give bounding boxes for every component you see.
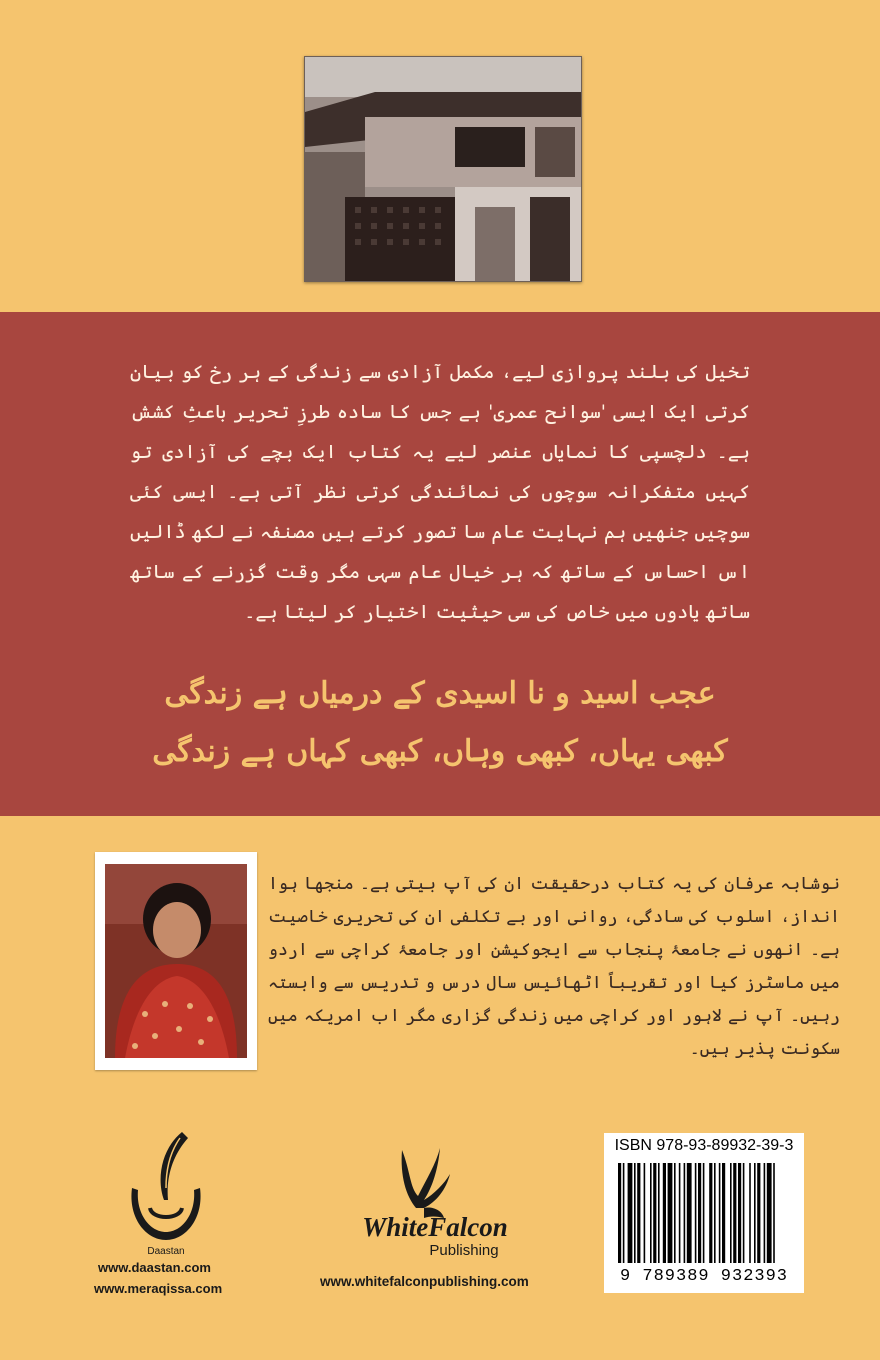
barcode-bar (698, 1163, 701, 1263)
book-blurb: تخیل کی بلند پروازی لیے، مکمل آزادی سے زندگی کے ہر رخ کو بیان کرتی ایک ایسی 'سوانح عمری' ہے جس کا سادہ طرزِ تحریر باعثِ کشش ہے۔ دلچسپی کا نمایاں عنصر لیے یہ کتاب ایک بچے کی آزادی تو کہیں متفکرانہ سوچوں کی نمائندگی کرتی نظر آتی ہے۔ ایسی کئی سوچیں جنھیں ہم نہایت عام سا تصور کرتے ہیں مصنفہ نے لکھ ڈالیں اس احساس کے ساتھ کہ ہر خیال عام سہی مگر وقت گزرنے کے ساتھ ساتھ یادوں میں خاص کی سی حیثیت اختیار کر لیتا ہے۔ (130, 361, 750, 623)
barcode-bar (722, 1163, 725, 1263)
house-photo (304, 56, 582, 282)
house-illustration (305, 57, 581, 281)
quill-icon (122, 1128, 210, 1256)
barcode-bar (754, 1163, 756, 1263)
author-bio: نوشابہ عرفان کی یہ کتاب درحقیقت ان کی آپ بیتی ہے۔ منجھا ہوا انداز، اسلوب کی سادگی، روانی اور بے تکلفی ان کی تحریری خاصیت ہے۔ انھوں نے جامعۂ پنجاب سے ایجوکیشن اور جامعۂ کراچی سے اردو میں ماسٹرز کیا اور تقریباً اٹھائیس سال درس و تدریس سے وابستہ رہیں۔ آپ نے لاہور اور کراچی میں زندگی گزاری مگر اب امریکہ میں سکونت پذیر ہیں۔ (268, 874, 840, 1059)
white-falcon-logo (340, 1140, 530, 1270)
barcode-bar (695, 1163, 697, 1263)
isbn-label: ISBN 978-93-89932-39-3 (614, 1137, 794, 1154)
barcode-bar (618, 1163, 621, 1263)
barcode-bar (644, 1163, 646, 1263)
barcode-bar (714, 1163, 716, 1263)
white-falcon-url[interactable]: www.whitefalconpublishing.com (320, 1274, 529, 1289)
barcode-bar (757, 1163, 760, 1263)
author-portrait (105, 864, 247, 1058)
barcode-bars (604, 1159, 804, 1269)
publishing-logo-text: Publishing (429, 1242, 499, 1259)
daastan-logo-text: Daastan (147, 1246, 185, 1256)
barcode-bar (637, 1163, 640, 1263)
daastan-url[interactable]: www.daastan.com (98, 1260, 211, 1275)
barcode-bar (767, 1163, 772, 1263)
couplet-line-2: کبھی یہاں، کبھی وہاں، کبھی کہاں ہے زندگی (152, 734, 728, 769)
barcode-bar (674, 1163, 676, 1263)
barcode-bar (634, 1163, 636, 1263)
barcode-bar (703, 1163, 705, 1263)
meraqissa-url[interactable]: www.meraqissa.com (94, 1281, 223, 1296)
barcode-number: 9 789389 932393 (619, 1267, 789, 1286)
barcode-bar (773, 1163, 775, 1263)
isbn-barcode (604, 1133, 804, 1293)
barcode-bar (663, 1163, 666, 1263)
barcode-bar (743, 1163, 745, 1263)
barcode-bar (749, 1163, 751, 1263)
barcode-bar (733, 1163, 736, 1263)
barcode-bar (709, 1163, 712, 1263)
barcode-bar (684, 1163, 686, 1263)
barcode-bar (738, 1163, 741, 1263)
barcode-bar (628, 1163, 633, 1263)
white-falcon-logo-text: WhiteFalcon (362, 1212, 508, 1242)
daastan-logo (122, 1128, 210, 1256)
barcode-bar (650, 1163, 652, 1263)
barcode-bar (764, 1163, 766, 1263)
barcode-bar (687, 1163, 692, 1263)
barcode-bar (679, 1163, 681, 1263)
barcode-bar (658, 1163, 660, 1263)
barcode-bar (623, 1163, 625, 1263)
author-photo (95, 852, 257, 1070)
falcon-icon (340, 1140, 530, 1270)
barcode-bar (653, 1163, 656, 1263)
barcode-bar (719, 1163, 721, 1263)
barcode-bar (668, 1163, 673, 1263)
barcode-bar (730, 1163, 732, 1263)
couplet-line-1: عجب اسید و نا اسیدی کے درمیاں ہے زندگی (164, 676, 716, 711)
